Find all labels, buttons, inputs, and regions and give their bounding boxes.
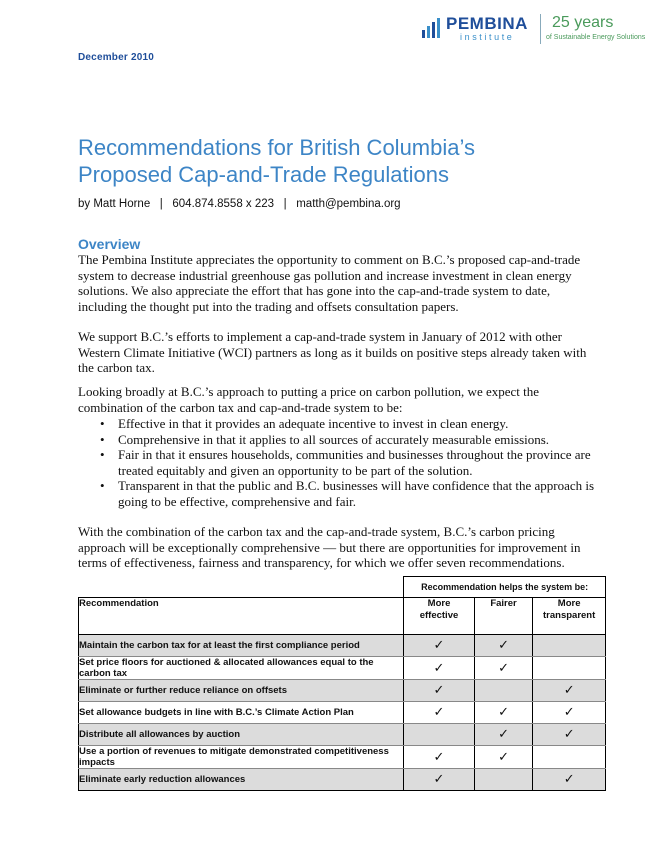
title-line-1: Recommendations for British Columbia’s [78, 135, 475, 160]
check-transparent: ✓ [533, 702, 606, 724]
header-more-transparent: More transparent [533, 598, 606, 635]
recommendation-label: Use a portion of revenues to mitigate demonstrated competitiveness impacts [79, 746, 404, 769]
list-item [78, 447, 598, 478]
check-fairer: ✓ [474, 724, 533, 746]
check-fairer [474, 680, 533, 702]
header-more-effective: More effective [404, 598, 475, 635]
paragraph-4: With the combination of the carbon tax and the cap-and-trade system, B.C.’s carbon pricing approach will be exceptionally comprehensive — but there are opportunities for improvement in terms of effectiveness, fairness and transparency, for which we offer seven recommendations. [78, 524, 581, 571]
recommendation-label: Eliminate or further reduce reliance on offsets [79, 680, 404, 702]
bullet-icon: • [100, 478, 105, 494]
check-effective: ✓ [404, 680, 475, 702]
pembina-logo [420, 12, 660, 46]
bullet-text: Fair in that it ensures households, communities and businesses throughout the province are treated equitably and given an opportunity to be part of the solution. [118, 447, 591, 478]
recommendation-label: Distribute all allowances by auction [79, 724, 404, 746]
table-row [79, 724, 606, 746]
bullet-text: Effective in that it provides an adequate incentive to invest in clean energy. [118, 416, 509, 431]
bullet-list [78, 416, 598, 510]
document-date: December 2010 [78, 52, 154, 63]
byline: by Matt Horne | 604.874.8558 x 223 | matth@pembina.org [78, 198, 401, 210]
table-row [79, 702, 606, 724]
check-fairer: ✓ [474, 746, 533, 769]
bullet-icon: • [100, 416, 105, 431]
table-row [79, 657, 606, 680]
bullet-text: Comprehensive in that it applies to all sources of accurately measurable emissions. [118, 431, 550, 447]
table-row [79, 746, 606, 769]
recommendations-table [78, 576, 606, 791]
check-transparent [533, 657, 606, 680]
check-effective: ✓ [404, 746, 475, 769]
recommendation-label: Eliminate early reduction allowances [79, 769, 404, 791]
table-row [79, 680, 606, 702]
check-fairer [474, 769, 533, 791]
list-item [78, 432, 598, 448]
check-fairer: ✓ [474, 657, 533, 680]
bullet-text: Transparent in that the public and B.C. businesses will have confidence that the approach is going to be effective, comprehensive and fair. [118, 478, 595, 509]
check-effective: ✓ [404, 635, 475, 657]
paragraph-3: Looking broadly at B.C.’s approach to putting a price on carbon pollution, we expect the combination of the carbon tax and cap-and-trade system to be: [78, 384, 540, 415]
check-transparent: ✓ [533, 680, 606, 702]
table-group-header-row [79, 577, 606, 598]
table-row [79, 769, 606, 791]
logo-years: 25 years [552, 14, 614, 31]
check-effective [404, 724, 475, 746]
logo-divider [540, 14, 541, 44]
group-header: Recommendation helps the system be: [404, 577, 606, 598]
table-header-row [79, 598, 606, 635]
pembina-mark-icon [420, 16, 444, 40]
list-item [78, 478, 598, 509]
recommendation-label: Set price floors for auctioned & allocated allowances equal to the carbon tax [79, 657, 404, 680]
paragraph-2: We support B.C.’s efforts to implement a cap-and-trade system in January of 2012 with other Western Climate Initiative (WCI) partners as long as it builds on positive steps already taken with the carbon tax. [78, 329, 587, 376]
recommendation-label: Maintain the carbon tax for at least the first compliance period [79, 635, 404, 657]
check-transparent [533, 746, 606, 769]
header-fairer: Fairer [474, 598, 533, 635]
check-transparent [533, 635, 606, 657]
table-row [79, 635, 606, 657]
header-recommendation: Recommendation [79, 598, 404, 635]
check-effective: ✓ [404, 657, 475, 680]
bullet-icon: • [100, 431, 105, 447]
check-fairer: ✓ [474, 702, 533, 724]
bullet-icon: • [100, 447, 105, 463]
check-transparent: ✓ [533, 769, 606, 791]
title-line-2: Proposed Cap-and-Trade Regulations [78, 162, 449, 187]
overview-heading: Overview [78, 236, 141, 252]
paragraph-1: The Pembina Institute appreciates the opportunity to comment on B.C.’s proposed cap-and-trade system to decrease industrial greenhouse gas pollution and increase investment in clean energy solutions. We also appreciate the effort that has gone into the cap-and-trade system to date, including the thought put into the trading and offsets consultation papers. [78, 252, 581, 314]
recommendation-label: Set allowance budgets in line with B.C.’s Climate Action Plan [79, 702, 404, 724]
logo-tagline: of Sustainable Energy Solutions [546, 34, 646, 41]
check-fairer: ✓ [474, 635, 533, 657]
check-effective: ✓ [404, 769, 475, 791]
check-transparent: ✓ [533, 724, 606, 746]
list-item [78, 416, 598, 432]
logo-subtitle: institute [460, 32, 515, 42]
check-effective: ✓ [404, 702, 475, 724]
document-title [78, 134, 638, 188]
logo-name: PEMBINA [446, 14, 528, 33]
